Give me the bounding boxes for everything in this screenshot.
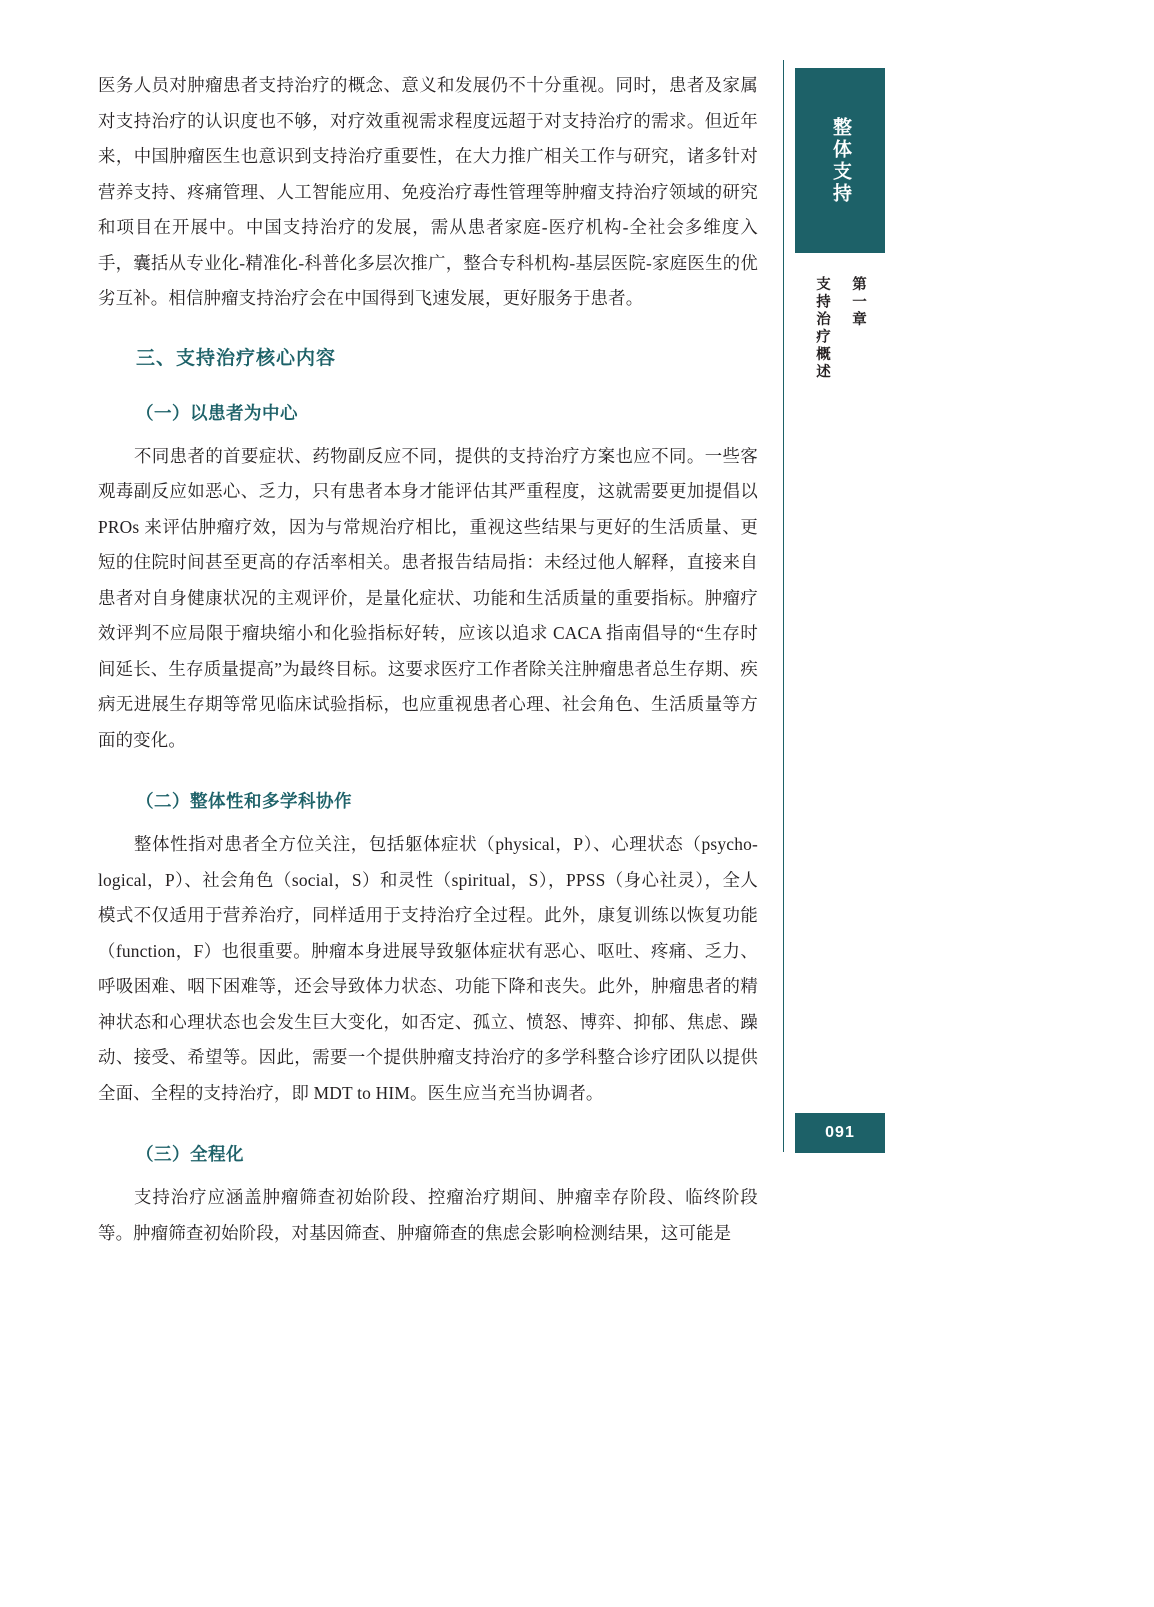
subsection-heading-2: （二）整体性和多学科协作 xyxy=(136,791,352,811)
subsection-paragraph-2: 整体性指对患者全方位关注，包括躯体症状（physical，P）、心理状态（psycho-logical，P）、社会角色（social，S）和灵性（spiritual，S），PPSS（身心社灵），全人模式不仅适用于营养治疗，同样适用于支持治疗全过程。此外，康复训练以恢复功能（function，F）也很重要。肿瘤本身进展导致躯体症状有恶心、呕吐、疼痛、乏力、呼吸困难、咽下困难等，还会导致体力状态、功能下降和丧失。此外，肿瘤患者的精神状态和心理状态也会发生巨大变化，如否定、孤立、愤怒、博弈、抑郁、焦虑、躁动、接受、希望等。因此，需要一个提供肿瘤支持治疗的多学科整合诊疗团队以提供全面、全程的支持治疗，即 MDT to HIM。医生应当充当协调者。 xyxy=(98,834,758,1103)
side-tab-label: 整体支持 xyxy=(830,116,851,205)
side-tab-theme xyxy=(795,68,885,253)
spacer xyxy=(98,1166,758,1180)
chapter-number-label: 第一章 xyxy=(850,276,866,329)
text-column xyxy=(98,68,758,1251)
vertical-divider xyxy=(783,60,784,1152)
subsection-paragraph-1: 不同患者的首要症状、药物副反应不同，提供的支持治疗方案也应不同。一些客观毒副反应如恶心、乏力，只有患者本身才能评估其严重程度，这就需要更加提倡以 PROs 来评估肿瘤疗效，因为与常规治疗相比，重视这些结果与更好的生活质量、更短的住院时间甚至更高的存活率相关。患者报告结局指：未经过他人解释，直接来自患者对自身健康状况的主观评价，是量化症状、功能和生活质量的重要指标。肿瘤疗效评判不应局限于瘤块缩小和化验指标好转，应该以追求 CACA 指南倡导的“生存时间延长、生存质量提高”为最终目标。这要求医疗工作者除关注肿瘤患者总生存期、疾病无进展生存期等常见临床试验指标，也应重视患者心理、社会角色、生活质量等方面的变化。 xyxy=(98,445,758,750)
subsection-heading-3: （三）全程化 xyxy=(136,1144,244,1164)
spacer xyxy=(98,425,758,439)
page-number: 091 xyxy=(795,1113,885,1153)
subsection-heading-1: （一）以患者为中心 xyxy=(136,402,298,423)
side-chapter-marker xyxy=(795,276,885,381)
section-heading: 三、支持治疗核心内容 xyxy=(136,347,337,369)
subsection-paragraph-3: 支持治疗应涵盖肿瘤筛查初始阶段、控瘤治疗期间、肿瘤幸存阶段、临终阶段等。肿瘤筛查初始阶段，对基因筛查、肿瘤筛查的焦虑会影响检测结果，这可能是 xyxy=(98,1187,758,1243)
spacer xyxy=(98,813,758,827)
chapter-title-label: 支持治疗概述 xyxy=(814,276,830,381)
intro-paragraph: 医务人员对肿瘤患者支持治疗的概念、意义和发展仍不十分重视。同时，患者及家属对支持治疗的认识度也不够，对疗效重视需求程度远超于对支持治疗的需求。但近年来，中国肿瘤医生也意识到支持治疗重要性，在大力推广相关工作与研究，诸多针对营养支持、疼痛管理、人工智能应用、免疫治疗毒性管理等肿瘤支持治疗领域的研究和项目在开展中。中国支持治疗的发展，需从患者家庭-医疗机构-全社会多维度入手，囊括从专业化-精准化-科普化多层次推广，整合专科机构-基层医院-家庭医生的优劣互补。相信肿瘤支持治疗会在中国得到飞速发展，更好服务于患者。 xyxy=(98,75,758,308)
